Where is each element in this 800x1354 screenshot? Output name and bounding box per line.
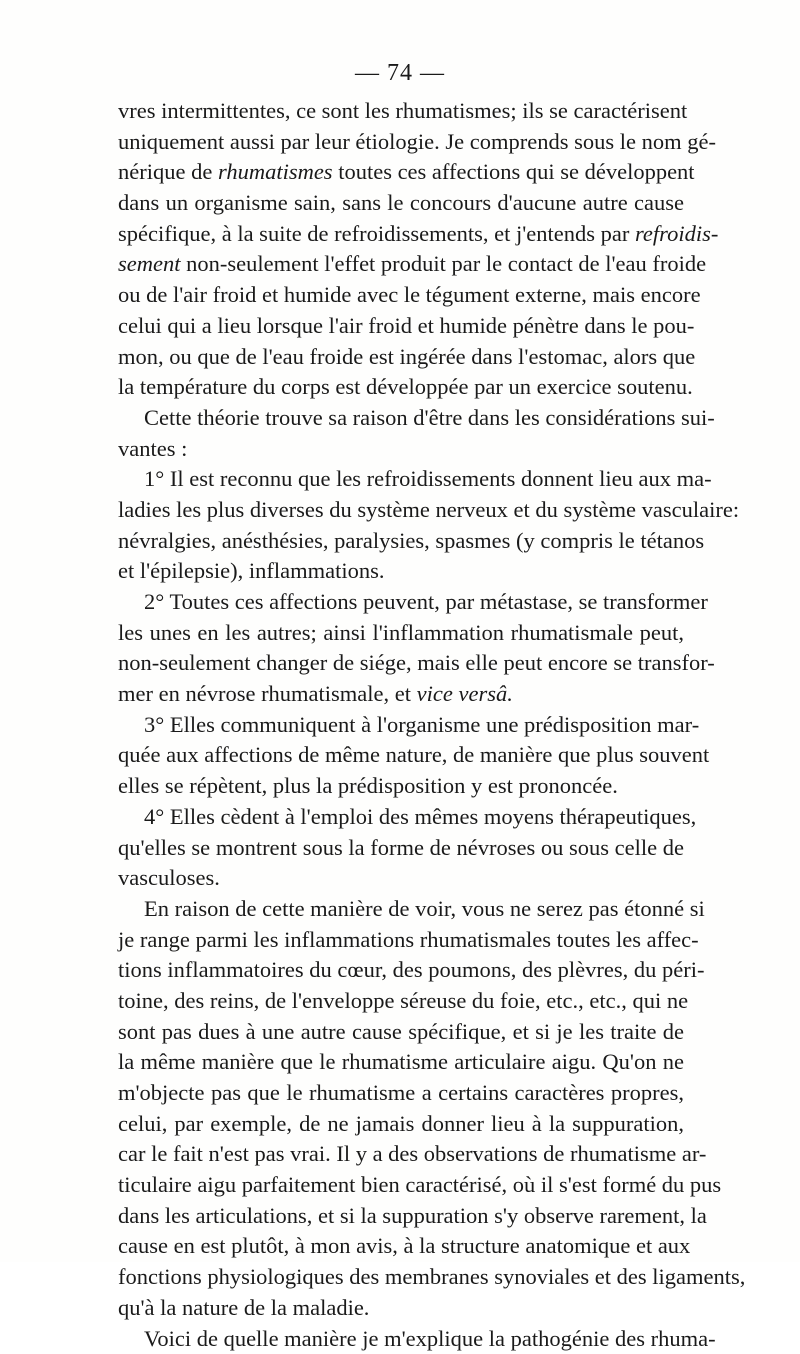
text-line: sont pas dues à une autre cause spécifique, et si je les traite de bbox=[118, 1017, 684, 1048]
text-line: névralgies, anésthésies, paralysies, spasmes (y compris le tétanos bbox=[118, 526, 684, 557]
text-line: vres intermittentes, ce sont les rhumatismes; ils se caractérisent bbox=[118, 96, 684, 127]
text-line: celui qui a lieu lorsque l'air froid et humide pénètre dans le pou- bbox=[118, 311, 684, 342]
text-line: En raison de cette manière de voir, vous ne serez pas étonné si bbox=[118, 894, 684, 925]
text-line: dans les articulations, et si la suppuration s'y observe rarement, la bbox=[118, 1201, 684, 1232]
text-line: elles se répètent, plus la prédisposition y est prononcée. bbox=[118, 771, 684, 802]
text-line: ou de l'air froid et humide avec le tégument externe, mais encore bbox=[118, 280, 684, 311]
text-line: ticulaire aigu parfaitement bien caractérisé, où il s'est formé du pus bbox=[118, 1170, 684, 1201]
text-line: m'objecte pas que le rhumatisme a certains caractères propres, bbox=[118, 1078, 684, 1109]
text-line: quée aux affections de même nature, de manière que plus souvent bbox=[118, 740, 684, 771]
text-line: Voici de quelle manière je m'explique la pathogénie des rhuma- bbox=[118, 1324, 684, 1354]
page-body-text bbox=[118, 96, 684, 1354]
text-line: 1° Il est reconnu que les refroidissements donnent lieu aux ma- bbox=[118, 464, 684, 495]
text-line: tions inflammatoires du cœur, des poumons, des plèvres, du péri- bbox=[118, 955, 684, 986]
text-line: Cette théorie trouve sa raison d'être dans les considérations sui- bbox=[118, 403, 684, 434]
text-line: ladies les plus diverses du système nerveux et du système vasculaire: bbox=[118, 495, 684, 526]
text-line: vantes : bbox=[118, 434, 684, 465]
text-line: la même manière que le rhumatisme articulaire aigu. Qu'on ne bbox=[118, 1047, 684, 1078]
text-line: 3° Elles communiquent à l'organisme une prédisposition mar- bbox=[118, 710, 684, 741]
text-line: fonctions physiologiques des membranes synoviales et des ligaments, bbox=[118, 1262, 684, 1293]
page-number: — 74 — bbox=[0, 58, 800, 88]
text-line: mer en névrose rhumatismale, et vice versâ. bbox=[118, 679, 684, 710]
text-line: nérique de rhumatismes toutes ces affections qui se développent bbox=[118, 157, 684, 188]
text-line: je range parmi les inflammations rhumatismales toutes les affec- bbox=[118, 925, 684, 956]
text-line: 2° Toutes ces affections peuvent, par métastase, se transformer bbox=[118, 587, 684, 618]
text-line: spécifique, à la suite de refroidissements, et j'entends par refroidis- bbox=[118, 219, 684, 250]
text-line: qu'elles se montrent sous la forme de névroses ou sous celle de bbox=[118, 833, 684, 864]
text-line: 4° Elles cèdent à l'emploi des mêmes moyens thérapeutiques, bbox=[118, 802, 684, 833]
text-line: sement non-seulement l'effet produit par le contact de l'eau froide bbox=[118, 249, 684, 280]
text-line: et l'épilepsie), inflammations. bbox=[118, 556, 684, 587]
text-line: non-seulement changer de siége, mais elle peut encore se transfor- bbox=[118, 648, 684, 679]
text-line: vasculoses. bbox=[118, 863, 684, 894]
text-line: car le fait n'est pas vrai. Il y a des observations de rhumatisme ar- bbox=[118, 1139, 684, 1170]
text-line: celui, par exemple, de ne jamais donner lieu à la suppuration, bbox=[118, 1109, 684, 1140]
text-line: dans un organisme sain, sans le concours d'aucune autre cause bbox=[118, 188, 684, 219]
text-line: toine, des reins, de l'enveloppe séreuse du foie, etc., etc., qui ne bbox=[118, 986, 684, 1017]
text-line: cause en est plutôt, à mon avis, à la structure anatomique et aux bbox=[118, 1231, 684, 1262]
text-line: qu'à la nature de la maladie. bbox=[118, 1293, 684, 1324]
text-line: les unes en les autres; ainsi l'inflammation rhumatismale peut, bbox=[118, 618, 684, 649]
text-line: mon, ou que de l'eau froide est ingérée dans l'estomac, alors que bbox=[118, 342, 684, 373]
text-line: uniquement aussi par leur étiologie. Je comprends sous le nom gé- bbox=[118, 127, 684, 158]
text-line: la température du corps est développée par un exercice soutenu. bbox=[118, 372, 684, 403]
